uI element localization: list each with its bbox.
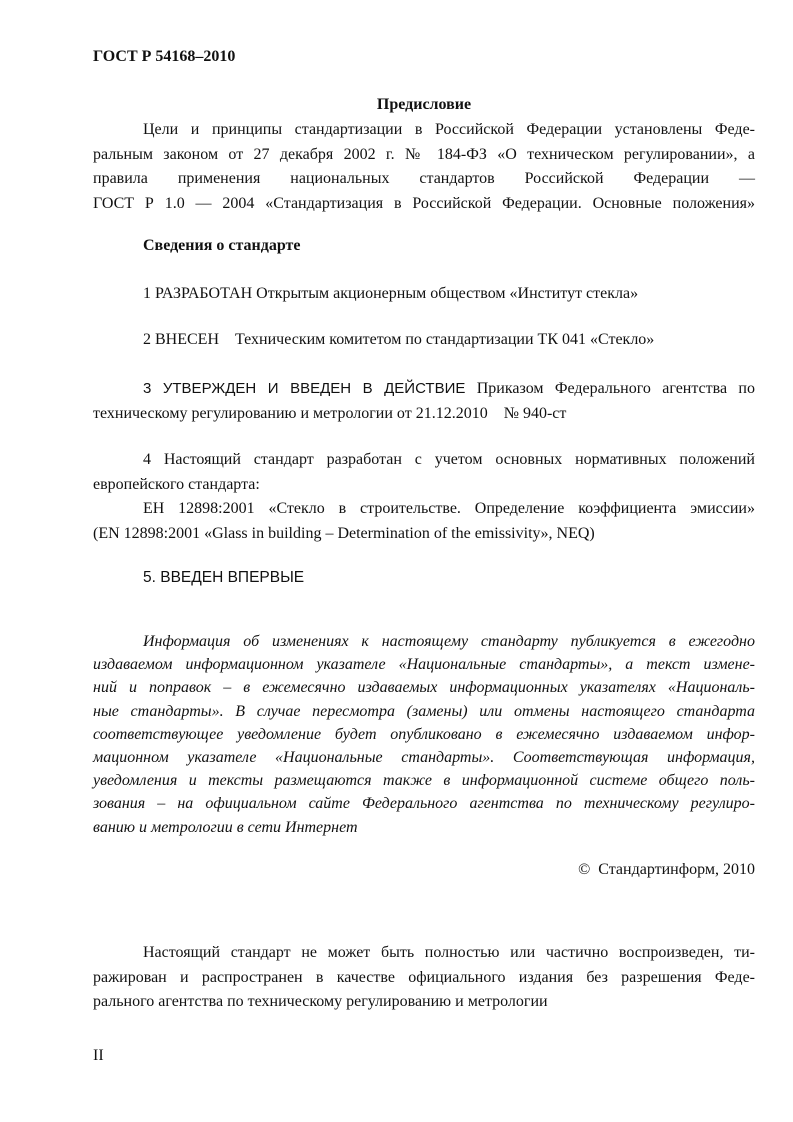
based-on-line: ЕН 12898:2001 «Стекло в строительстве. Определение коэффициента эмиссии» bbox=[143, 500, 755, 517]
info-item-approved bbox=[93, 377, 755, 426]
foreword-line: правила применения национальных стандартов Российской Федерации — bbox=[93, 170, 755, 187]
based-on-line: (EN 12898:2001 «Glass in building – Determination of the emissivity», NEQ) bbox=[93, 524, 595, 542]
info-item-based-on bbox=[93, 448, 755, 546]
standard-code: ГОСТ Р 54168–2010 bbox=[93, 48, 236, 65]
reproduction-line: рального агентства по техническому регулированию и метрологии bbox=[93, 993, 548, 1010]
notice-line: соответствующее уведомление будет опубликовано в ежемесячно издаваемом инфор- bbox=[93, 725, 755, 743]
info-item-approved-line2: техническому регулированию и метрологии от 21.12.2010 № 940-ст bbox=[93, 404, 567, 422]
changes-notice bbox=[93, 630, 755, 839]
approved-lead: 3 УТВЕРЖДЕН И ВВЕДЕН В ДЕЙСТВИЕ bbox=[143, 380, 466, 397]
notice-line: ванию и метрологии в сети Интернет bbox=[93, 818, 358, 836]
notice-line: ные стандарты». В случае пересмотра (замены) или отмены настоящего стандарта bbox=[93, 702, 755, 720]
notice-line: мационном указателе «Национальные стандарты». Соответствующая информация, bbox=[93, 749, 755, 767]
based-on-line: европейского стандарта: bbox=[93, 475, 260, 493]
info-item-approved-line1 bbox=[93, 377, 755, 402]
foreword-line: ральным законом от 27 декабря 2002 г. № 184-ФЗ «О техническом регулировании», а bbox=[93, 145, 755, 163]
reproduction-line: ражирован и распространен в качестве официального издания без разрешения Феде- bbox=[93, 968, 755, 986]
info-item-submitted: 2 ВНЕСЕН Техническим комитетом по стандартизации ТК 041 «Стекло» bbox=[143, 331, 655, 348]
info-item-first-introduced: 5. ВВЕДЕН ВПЕРВЫЕ bbox=[143, 569, 305, 586]
copyright: © Стандартинформ, 2010 bbox=[578, 861, 755, 878]
notice-line: Информация об изменениях к настоящему стандарту публикуется в ежегодно bbox=[143, 633, 755, 650]
foreword-line: Цели и принципы стандартизации в Российской Федерации установлены Феде- bbox=[143, 121, 755, 138]
info-item-developed: 1 РАЗРАБОТАН Открытым акционерным обществом «Институт стекла» bbox=[143, 285, 639, 302]
notice-line: издаваемом информационном указателе «Национальные стандарты», а текст измене- bbox=[93, 656, 755, 674]
notice-line: ний и поправок – в ежемесячно издаваемых информационных указателях «Националь- bbox=[93, 679, 755, 697]
reproduction-line: Настоящий стандарт не может быть полностью или частично воспроизведен, ти- bbox=[143, 944, 755, 961]
approved-rest: Приказом Федерального агентства по bbox=[465, 380, 755, 397]
foreword-body bbox=[93, 118, 755, 216]
foreword-line: ГОСТ Р 1.0 — 2004 «Стандартизация в Российской Федерации. Основные положения» bbox=[93, 194, 755, 212]
page-number: II bbox=[93, 1047, 104, 1064]
reproduction-notice bbox=[93, 941, 755, 1015]
standard-info-title: Сведения о стандарте bbox=[143, 237, 301, 254]
notice-line: уведомления и тексты размещаются также в информационной системе общего поль- bbox=[93, 772, 755, 790]
based-on-line: 4 Настоящий стандарт разработан с учетом основных нормативных положений bbox=[143, 451, 755, 468]
notice-line: зования – на официальном сайте Федерального агентства по техническому регулиро- bbox=[93, 795, 755, 813]
foreword-title: Предисловие bbox=[376, 96, 472, 113]
